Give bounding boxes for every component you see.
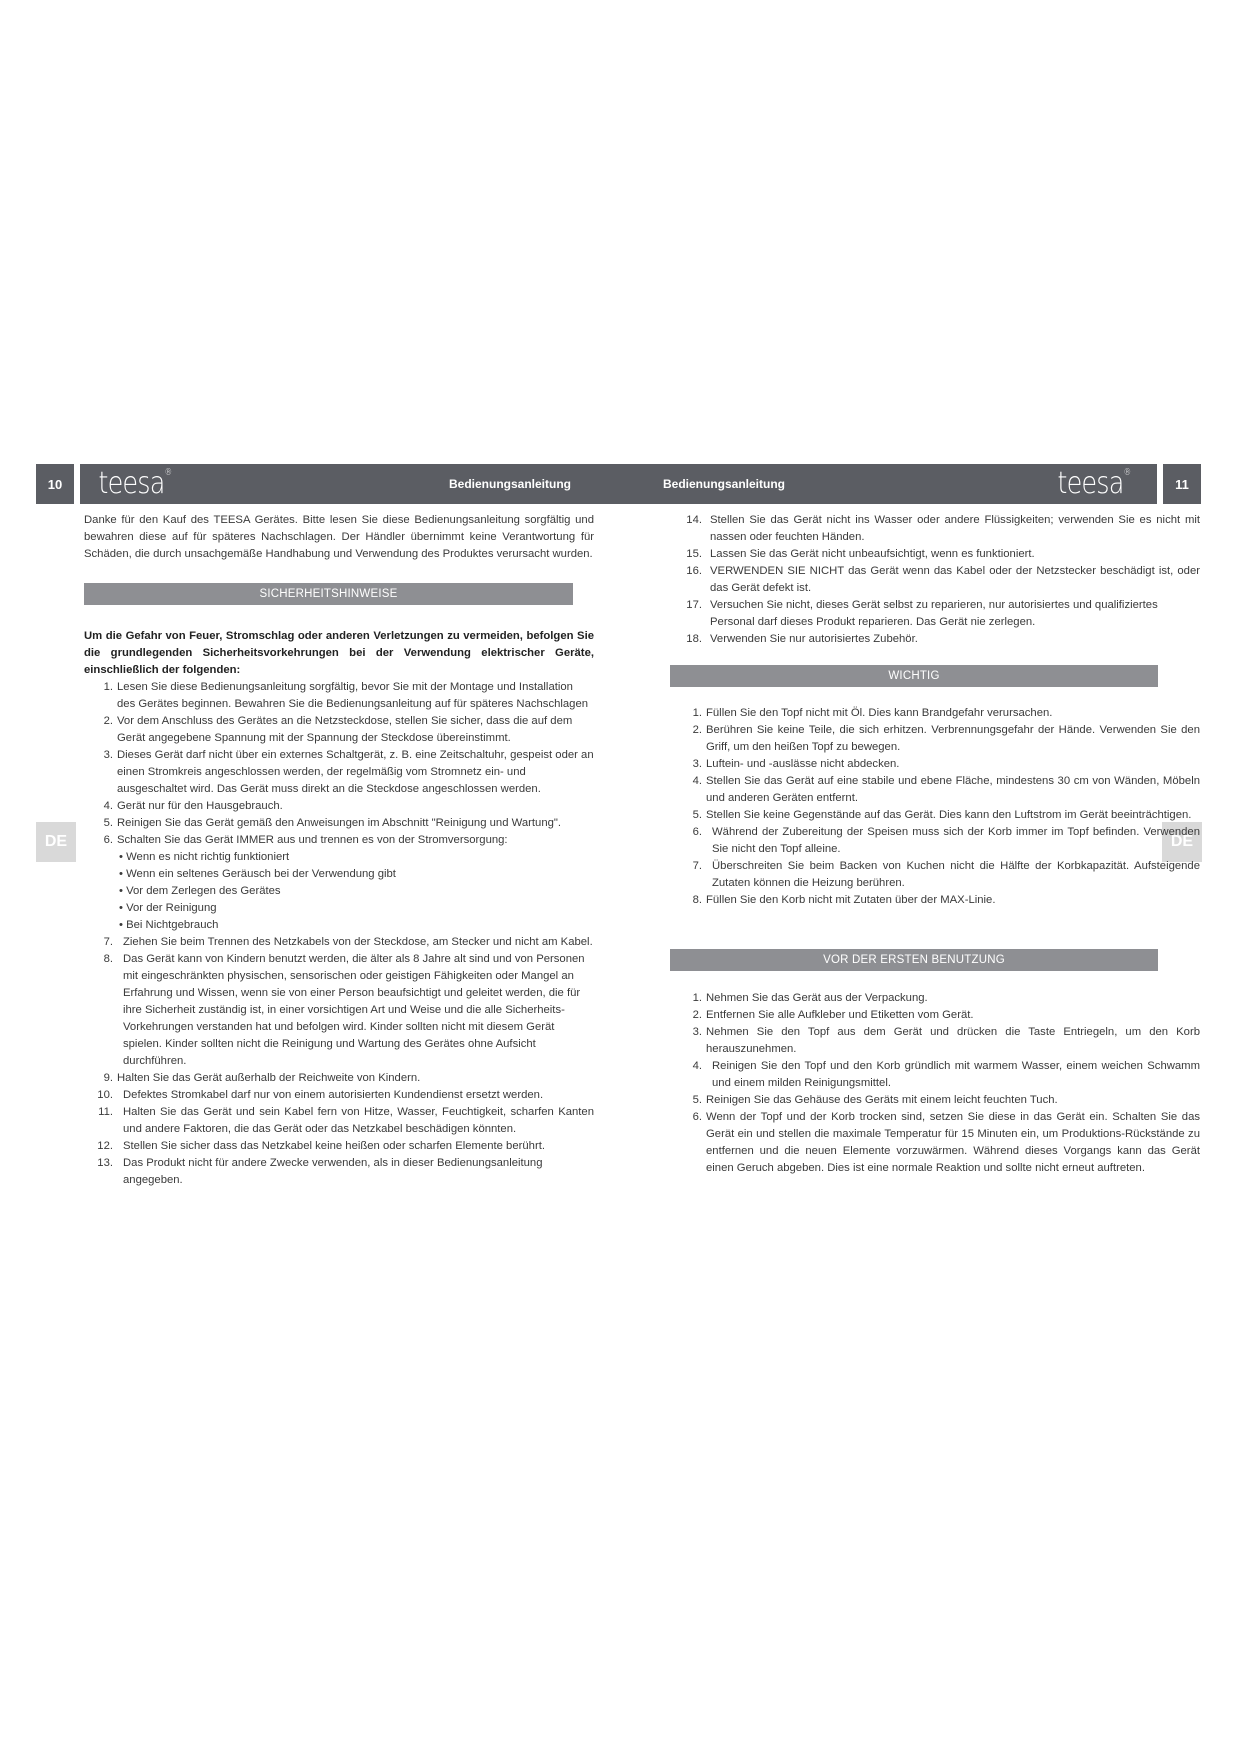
header-title-right: Bedienungsanleitung — [663, 477, 786, 491]
intro-paragraph: Danke für den Kauf des TEESA Gerätes. Bitte lesen Sie diese Bedienungsanleitung sorgfältig und bewahren diese auf für späteres Nachschlagen. Der Händler übernimmt keine Verantwortung für Schäden, die durch unsachgemäße Handhabung und Verwendung des Produktes verursacht wurden. — [84, 514, 594, 560]
list-item: 3. Nehmen Sie den Topf aus dem Gerät und drücken die Taste Entriegeln, um den Korb herauszunehmen. — [692, 1026, 1200, 1055]
language-tab-right: DE — [1162, 822, 1202, 862]
bullet-item: • Wenn es nicht richtig funktioniert — [119, 849, 594, 866]
bullet-item: • Vor der Reinigung — [119, 900, 594, 917]
list-item: 15. Lassen Sie das Gerät nicht unbeaufsichtigt, wenn es funktioniert. — [686, 548, 1035, 560]
section-heading-first-use: VOR DER ERSTEN BENUTZUNG — [670, 949, 1158, 971]
left-column — [84, 512, 594, 1189]
header-title-left: Bedienungsanleitung — [448, 477, 571, 491]
list-item: 2. Vor dem Anschluss des Gerätes an die Netzsteckdose, stellen Sie sicher, dass die auf dem Gerät angegebene Spannung mit der Spannung der Steckdose übereinstimmt. — [103, 715, 573, 744]
list-item: 1. Lesen Sie diese Bedienungsanleitung sorgfältig, bevor Sie mit der Montage und Installation des Gerätes beginnen. Bewahren Sie die Bedienungsanleitung auf für späteres Nachschlagen — [103, 681, 589, 710]
list-item: 4. Gerät nur für den Hausgebrauch. — [103, 800, 283, 812]
bullet-item: • Bei Nichtgebrauch — [119, 917, 594, 934]
first-use-list — [670, 990, 1200, 1177]
language-tab-left: DE — [36, 822, 76, 862]
list-item: 18. Verwenden Sie nur autorisiertes Zubehör. — [686, 633, 918, 645]
header-bar-right — [619, 464, 1157, 504]
section-heading-important: WICHTIG — [670, 665, 1158, 687]
list-item: 8. Das Gerät kann von Kindern benutzt werden, die älter als 8 Jahre alt sind und von Personen mit eingeschränkten physischen, sensorischen oder geistigen Fähigkeiten oder Mangel an Erfahrung und Wissen, wenn sie von einer Person beaufsichtigt und geleitet werden, die für ihre Sicherheit zuständig ist, in einer vorsichtigen Art und Weise und die alle Sicherheits-Vorkehrungen verstanden hat und befolgen wird. Kinder sollten nicht mit diesem Gerät spielen. Kinder sollten nicht die Reinigung und Wartung des Gerätes ohne Aufsicht durchführen. — [103, 953, 585, 1067]
list-item: 6. Schalten Sie das Gerät IMMER aus und trennen es von der Stromversorgung: — [103, 834, 508, 846]
brand-logo-left: teesa® — [98, 466, 172, 501]
list-item: 17. Versuchen Sie nicht, dieses Gerät selbst zu reparieren, nur autorisiertes und qualifiziertes Personal darf dieses Produkt reparieren. Das Gerät nie zerlegen. — [686, 599, 1158, 628]
list-item: 14. Stellen Sie das Gerät nicht ins Wasser oder andere Flüssigkeiten; verwenden Sie es nicht mit nassen oder feuchten Händen. — [686, 514, 1200, 543]
list-item: 5. Reinigen Sie das Gerät gemäß den Anweisungen im Abschnitt "Reinigung und Wartung". — [103, 817, 562, 829]
list-item: 7. Überschreiten Sie beim Backen von Kuchen nicht die Hälfte der Korbkapazität. Aufsteigende Zutaten können die Heizung berühren. — [692, 860, 1200, 889]
section-heading-safety: SICHERHEITSHINWEISE — [84, 583, 573, 605]
list-item: 1. Füllen Sie den Topf nicht mit Öl. Dies kann Brandgefahr verursachen. — [692, 707, 1053, 719]
list-item: 4. Stellen Sie das Gerät auf eine stabile und ebene Fläche, mindestens 30 cm von Wänden, Möbeln und anderen Geräten entfernt. — [692, 775, 1200, 804]
list-item: 1. Nehmen Sie das Gerät aus der Verpackung. — [692, 992, 928, 1004]
list-item: 12. Stellen Sie sicher dass das Netzkabel keine heißen oder scharfen Elemente berührt. — [97, 1140, 545, 1152]
list-item: 2. Berühren Sie keine Teile, die sich erhitzen. Verbrennungsgefahr der Hände. Verwenden Sie den Griff, um den heißen Topf zu bewegen. — [692, 724, 1200, 753]
list-item: 5. Stellen Sie keine Gegenstände auf das Gerät. Dies kann den Luftstrom im Gerät beeinträchtigen. — [692, 809, 1192, 821]
header-bar-left — [80, 464, 619, 504]
list-item: 10. Defektes Stromkabel darf nur von einem autorisierten Kundendienst ersetzt werden. — [97, 1089, 544, 1101]
list-item: 6. Während der Zubereitung der Speisen muss sich der Korb immer im Topf befinden. Verwenden Sie nicht den Topf alleine. — [692, 826, 1200, 855]
page-number-right: 11 — [1163, 464, 1201, 504]
list-item: 5. Reinigen Sie das Gehäuse des Geräts mit einem leicht feuchten Tuch. — [692, 1094, 1058, 1106]
safety-list-a — [84, 679, 594, 849]
safety-list-b — [84, 934, 594, 1189]
safety-list-continued — [670, 512, 1200, 648]
list-item: 4. Reinigen Sie den Topf und den Korb gründlich mit warmem Wasser, einem weichen Schwamm und einem milden Reinigungsmittel. — [692, 1060, 1200, 1089]
bullet-item: • Wenn ein seltenes Geräusch bei der Verwendung gibt — [119, 866, 594, 883]
right-column — [670, 512, 1200, 1177]
list-item: 16. VERWENDEN SIE NICHT das Gerät wenn das Kabel oder der Netzstecker beschädigt ist, oder das Gerät defekt ist. — [686, 565, 1200, 594]
list-item: 11. Halten Sie das Gerät und sein Kabel fern von Hitze, Wasser, Feuchtigkeit, scharfen Kanten und andere Faktoren, die das Gerät oder das Netzkabel beschädigen könnten. — [98, 1106, 594, 1135]
list-item: 9. Halten Sie das Gerät außerhalb der Reichweite von Kindern. — [103, 1072, 421, 1084]
important-list — [670, 705, 1200, 909]
disconnect-bullet-list — [84, 849, 594, 934]
bullet-item: • Vor dem Zerlegen des Gerätes — [119, 883, 594, 900]
list-item: 13. Das Produkt nicht für andere Zwecke verwenden, als in dieser Bedienungsanleitung angegeben. — [97, 1157, 543, 1186]
safety-intro: Um die Gefahr von Feuer, Stromschlag oder anderen Verletzungen zu vermeiden, befolgen Sie die grundlegenden Sicherheitsvorkehrungen bei der Verwendung elektrischer Geräte, einschließlich der folgenden: — [84, 630, 594, 676]
list-item: 3. Dieses Gerät darf nicht über ein externes Schaltgerät, z. B. eine Zeitschaltuhr, gespeist oder an einen Stromkreis angeschlossen werden, der regelmäßig vom Stromnetz ein- und ausgeschaltet wird. Das Gerät muss direkt an die Steckdose angeschlossen werden. — [103, 749, 594, 795]
list-item: 2. Entfernen Sie alle Aufkleber und Etiketten vom Gerät. — [692, 1009, 974, 1021]
list-item: 3. Luftein- und -auslässe nicht abdecken. — [692, 758, 900, 770]
list-item: 8. Füllen Sie den Korb nicht mit Zutaten über der MAX-Linie. — [692, 894, 996, 906]
brand-logo-right: teesa® — [1057, 466, 1131, 501]
list-item: 7. Ziehen Sie beim Trennen des Netzkabels von der Steckdose, am Stecker und nicht am Kabel. — [103, 936, 593, 948]
page-number-left: 10 — [36, 464, 74, 504]
list-item: 6. Wenn der Topf und der Korb trocken sind, setzen Sie diese in das Gerät ein. Schalten Sie das Gerät ein und stellen die maximale Temperatur für 15 Minuten ein, um Produktions-Rückstände zu entfernen und die neuen Elemente vorzuwärmen. Während dieses Vorgangs kann das Gerät einen Geruch abgeben. Dies ist eine normale Reaktion und sollte nicht erneut auftreten. — [692, 1111, 1200, 1174]
